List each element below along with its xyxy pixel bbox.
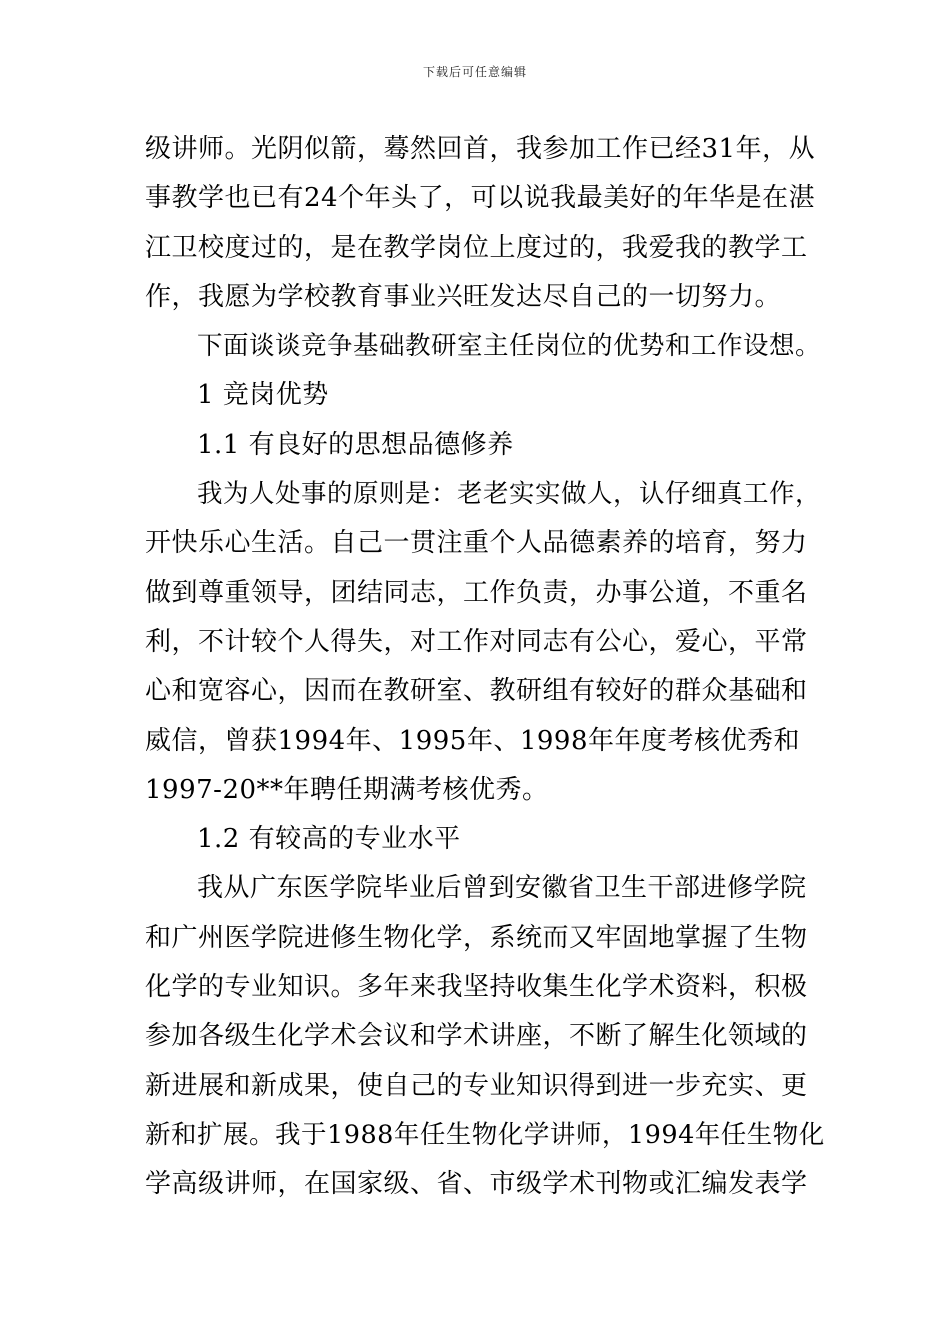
text-line: 参加各级生化学术会议和学术讲座，不断了解生化领域的 (145, 1021, 808, 1052)
text-line: 新进展和新成果，使自己的专业知识得到进一步充实、更 (145, 1070, 808, 1101)
subsection-heading: 1.1 有良好的思想品德修养 (197, 429, 514, 460)
text-line: 做到尊重领导，团结同志，工作负责，办事公道，不重名 (145, 577, 808, 608)
section-heading: 1 竞岗优势 (197, 380, 329, 411)
text-line: 江卫校度过的，是在教学岗位上度过的，我爱我的教学工 (145, 232, 808, 263)
text-line: 学高级讲师，在国家级、省、市级学术刊物或汇编发表学 (145, 1169, 808, 1200)
text-line: 新和扩展。我于1988年任生物化学讲师，1994年任生物化 (145, 1119, 825, 1150)
paragraph-start-line: 我为人处事的原则是：老老实实做人，认仔细真工作， (197, 479, 822, 510)
text-line: 威信，曾获1994年、1995年、1998年年度考核优秀和 (145, 725, 801, 756)
paragraph-start-line: 下面谈谈竞争基础教研室主任岗位的优势和工作设想。 (197, 331, 822, 362)
paragraph-start-line: 我从广东医学院毕业后曾到安徽省卫生干部进修学院 (197, 873, 807, 904)
text-line: 化学的专业知识。多年来我坚持收集生化学术资料，积极 (145, 972, 808, 1003)
text-line: 心和宽容心，因而在教研室、教研组有较好的群众基础和 (145, 676, 808, 707)
text-line: 作，我愿为学校教育事业兴旺发达尽自己的一切努力。 (145, 281, 782, 312)
text-line: 事教学也已有24个年头了，可以说我最美好的年华是在湛 (145, 183, 816, 214)
document-body (145, 125, 825, 1210)
text-line: 开快乐心生活。自己一贯注重个人品德素养的培育，努力 (145, 528, 808, 559)
subsection-heading: 1.2 有较高的专业水平 (197, 824, 461, 855)
text-line: 1997-20**年聘任期满考核优秀。 (145, 774, 549, 805)
page-header: 下载后可任意编辑 (422, 65, 527, 79)
text-line: 级讲师。光阴似箭，蓦然回首，我参加工作已经31年，从 (145, 134, 816, 164)
text-line: 和广州医学院进修生物化学，系统而又牢固地掌握了生物 (145, 922, 808, 953)
text-line: 利，不计较个人得失，对工作对同志有公心，爱心，平常 (145, 626, 808, 657)
